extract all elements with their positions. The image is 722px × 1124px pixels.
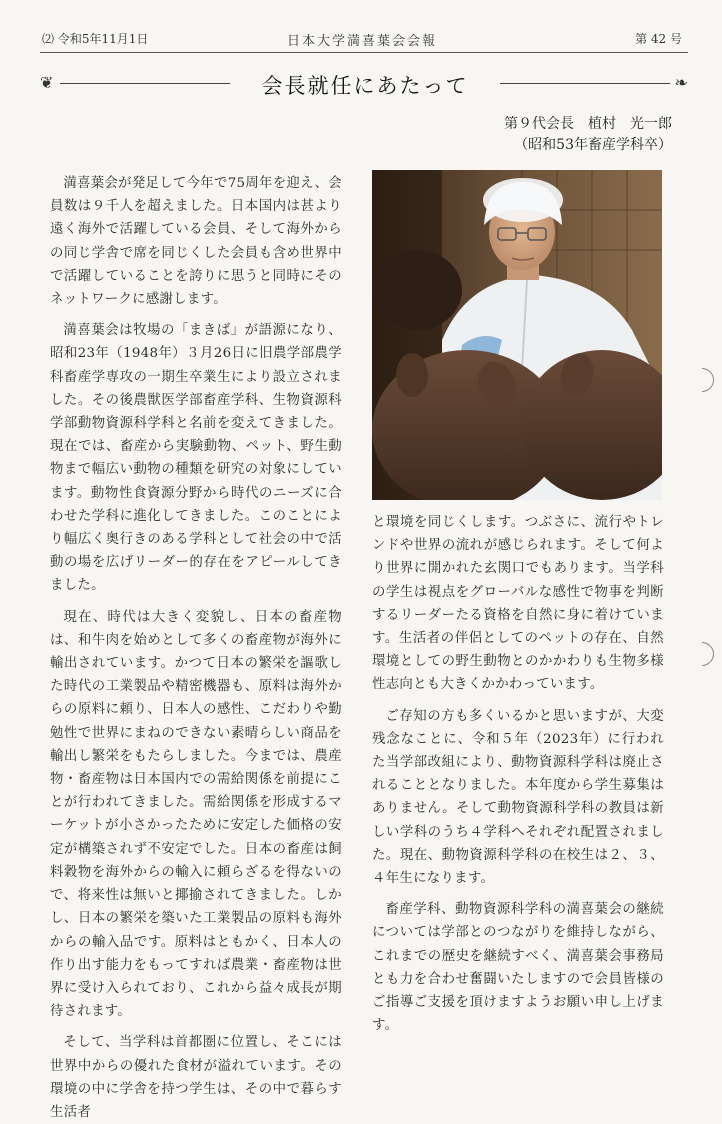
paragraph: 畜産学科、動物資源科学科の満喜葉会の継続については学部とのつながりを維持しながら、これまでの歴史を継続すべく、満喜葉会事務局とも力を合わせ奮闘いたしますので会員皆様のご指導ご支援を頂けますようお願い申し上げます。 <box>372 902 664 1034</box>
issue-date: ⑵ 令和5年11月1日 <box>42 32 149 46</box>
binder-hole-mark <box>685 363 719 397</box>
portrait-with-pigs-photo-icon <box>372 170 662 500</box>
title-band <box>40 70 688 96</box>
title-rule-left <box>60 83 230 84</box>
binder-hole-mark <box>685 637 719 671</box>
title-rule-right <box>500 83 670 84</box>
publication-name: 日本大学満喜葉会会報 <box>286 34 437 49</box>
paragraph: 満喜葉会が発足して今年で75周年を迎え、会員数は９千人を超えました。日本国内は甚より遠く海外で活躍している会員、そして海外からの同じ学舎で席を同じくした会員も含め世界中で活躍していることを誇りに思うと同時にそのネットワークに感謝します。 <box>50 176 342 308</box>
article-title: 会長就任にあたって <box>261 74 469 98</box>
issue-number: 第 42 号 <box>635 32 682 46</box>
page-header <box>42 30 682 50</box>
author-note: （昭和53年畜産学科卒） <box>514 137 672 153</box>
text-column-right <box>372 511 664 1037</box>
text-column-left <box>50 172 342 1124</box>
paragraph: ご存知の方も多くいるかと思いますが、大変残念なことに、令和５年（2023年）に行われた当学部改組により、動物資源科学科は廃止されることとなりました。本年度から学生募集はありません。そして動物資源科学科の教員は新しい学科のうち４学科へそれぞれ配置されました。現在、動物資源科学科の在校生は２、３、４年生になります。 <box>372 708 664 887</box>
header-rule <box>40 52 688 53</box>
paragraph: と環境を同じくします。つぶさに、流行やトレンドや世界の流れが感じられます。そして何より世界に開かれた玄関口でもあります。当学科の学生は視点をグローバルな感性で物事を判断するリーダーたる資格を自然に身に着けています。生活者の伴侶としてのペットの存在、自然環境としての野生動物とのかかわりも生物多様性志向とも大きくかかわっています。 <box>372 515 664 693</box>
ornament-left-icon: ❦ <box>40 73 54 92</box>
ornament-right-icon: ❧ <box>674 73 688 92</box>
author-photo <box>372 170 662 500</box>
paragraph: 現在、時代は大きく変貌し、日本の畜産物は、和牛肉を始めとして多くの畜産物が海外に輸出されています。かつて日本の繁栄を謳歌した時代の工業製品や精密機器も、原料は海外からの原料に頼り、日本人の感性、こだわりや勤勉性で世界にまねのできない素晴らしい商品を輸出し繁栄をもたらしました。今までは、農産物・畜産物は日本国内での需給関係を前提にことが行われてきました。需給関係を形成するマーケットが小さかったために安定した価格の安定が構築されず不安定でした。日本の畜産は飼料穀物を海外からの輸入に頼らざるを得ないので、将来性は無いと揶揄されてきました。しかし、日本の繁栄を築いた工業製品の原料も海外からの輸入品です。原料はともかく、日本人の作り出す能力をもってすれば農業・畜産物は世界に受け入られており、これから益々成長が期待されます。 <box>50 609 342 1020</box>
paragraph: 満喜葉会は牧場の「まきば」が語源になり、昭和23年（1948年）３月26日に旧農学部農学科畜産学専攻の一期生卒業生により設立されました。その後農獣医学部畜産学科、生物資源科学部動物資源科学科と名前を変えてきました。現在では、畜産から実験動物、ペット、野生動物まで幅広い動物の種類を研究の対象にしています。動物性食資源分野から時代のニーズに合わせた学科に進化してきました。このことにより幅広く奥行きのある学科として社会の中で活動の場を広げリーダー的存在をアピールしてきました。 <box>50 323 342 594</box>
paragraph: そして、当学科は首都圏に位置し、そこには世界中からの優れた食材が溢れています。その環境の中に学舎を持つ学生は、その中で暮らす生活者 <box>50 1035 342 1120</box>
author-name: 第９代会長 植村 光一郎 <box>504 116 672 132</box>
byline <box>504 114 672 156</box>
